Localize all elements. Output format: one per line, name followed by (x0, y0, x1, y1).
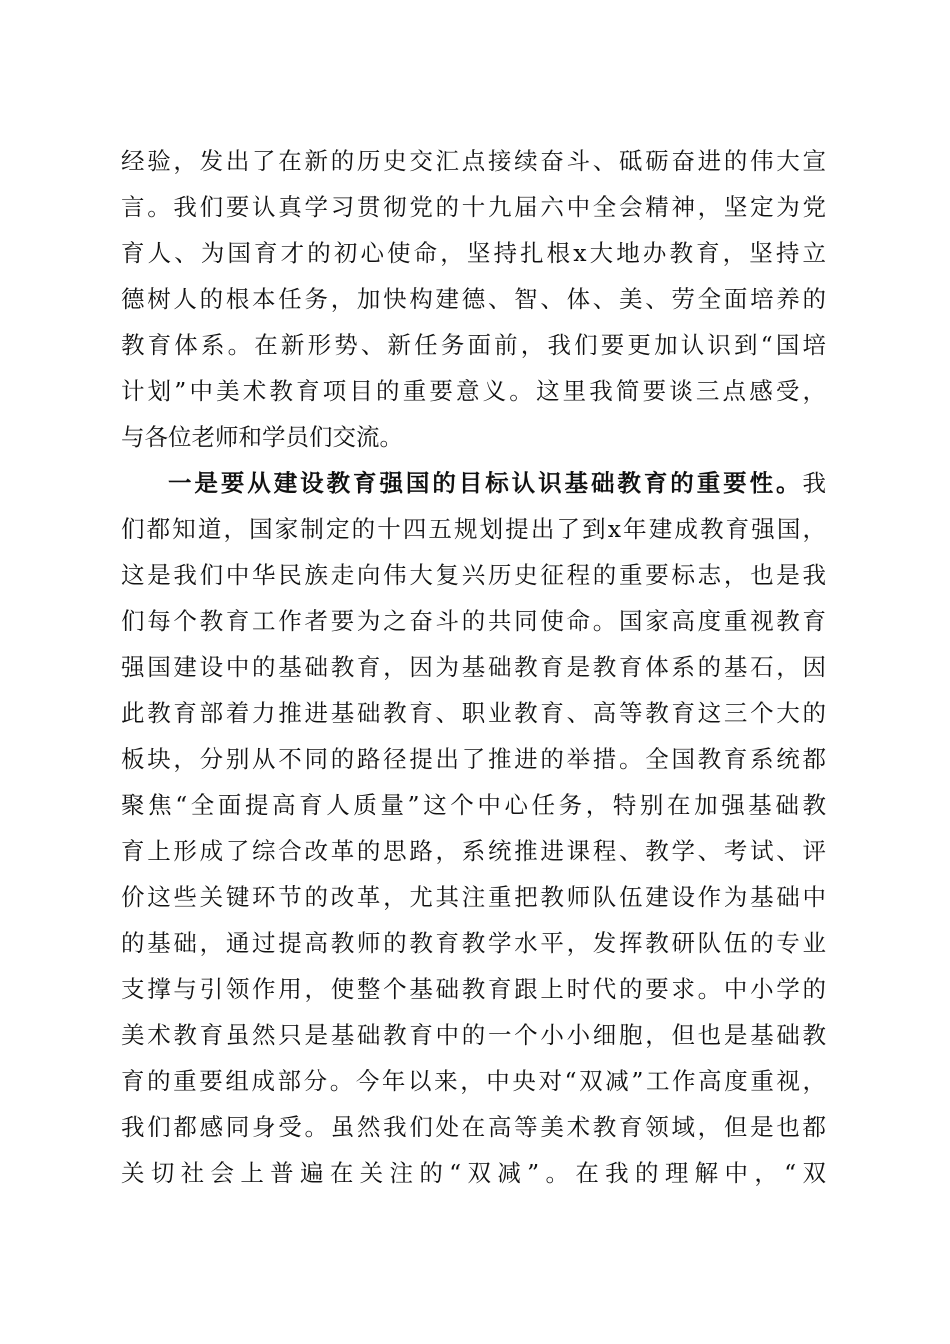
paragraph-2-line: 价这些关键环节的改革，尤其注重把教师队伍建设作为基础中 (121, 883, 826, 911)
paragraph-2-line: 此教育部着力推进基础教育、职业教育、高等教育这三个大的 (121, 699, 826, 727)
paragraph-1-line: 德树人的根本任务，加快构建德、智、体、美、劳全面培养的 (121, 285, 826, 313)
paragraph-2-heading: 一是要从建设教育强国的目标认识基础教育的重要性。 (168, 469, 803, 497)
paragraph-2-line: 聚焦“全面提高育人质量”这个中心任务，特别在加强基础教 (121, 791, 826, 819)
paragraph-1-line: 与各位老师和学员们交流。 (121, 423, 403, 451)
paragraph-2-line: 我们都感同身受。虽然我们处在高等美术教育领域，但是也都 (121, 1113, 826, 1141)
paragraph-1-line: 教育体系。在新形势、新任务面前，我们要更加认识到“国培 (121, 331, 826, 359)
paragraph-2-line: 们都知道，国家制定的十四五规划提出了到x年建成教育强国， (121, 515, 826, 543)
paragraph-2-line: 育上形成了综合改革的思路，系统推进课程、教学、考试、评 (121, 837, 826, 865)
paragraph-2-line: 们每个教育工作者要为之奋斗的共同使命。国家高度重视教育 (121, 607, 826, 635)
paragraph-2-line: 关切社会上普遍在关注的“双减”。在我的理解中，“双 (121, 1159, 826, 1187)
paragraph-1-line: 计划”中美术教育项目的重要意义。这里我简要谈三点感受， (121, 377, 826, 405)
paragraph-2-first-line-rest: 我 (802, 469, 826, 497)
paragraph-2-line: 强国建设中的基础教育，因为基础教育是教育体系的基石，因 (121, 653, 826, 681)
paragraph-2-line: 这是我们中华民族走向伟大复兴历史征程的重要标志，也是我 (121, 561, 826, 589)
paragraph-2-line: 的基础，通过提高教师的教育教学水平，发挥教研队伍的专业 (121, 929, 826, 957)
paragraph-2-line: 板块，分别从不同的路径提出了推进的举措。全国教育系统都 (121, 745, 826, 773)
paragraph-2-line: 支撑与引领作用，使整个基础教育跟上时代的要求。中小学的 (121, 975, 826, 1003)
paragraph-2-first-line (168, 463, 826, 503)
paragraph-1-line: 育人、为国育才的初心使命，坚持扎根x大地办教育，坚持立 (121, 239, 826, 267)
paragraph-1-line: 言。我们要认真学习贯彻党的十九届六中全会精神，坚定为党 (121, 193, 826, 221)
paragraph-1-line: 经验，发出了在新的历史交汇点接续奋斗、砥砺奋进的伟大宣 (121, 147, 826, 175)
paragraph-2-line: 育的重要组成部分。今年以来，中央对“双减”工作高度重视， (121, 1067, 826, 1095)
paragraph-2-line: 美术教育虽然只是基础教育中的一个小小细胞，但也是基础教 (121, 1021, 826, 1049)
